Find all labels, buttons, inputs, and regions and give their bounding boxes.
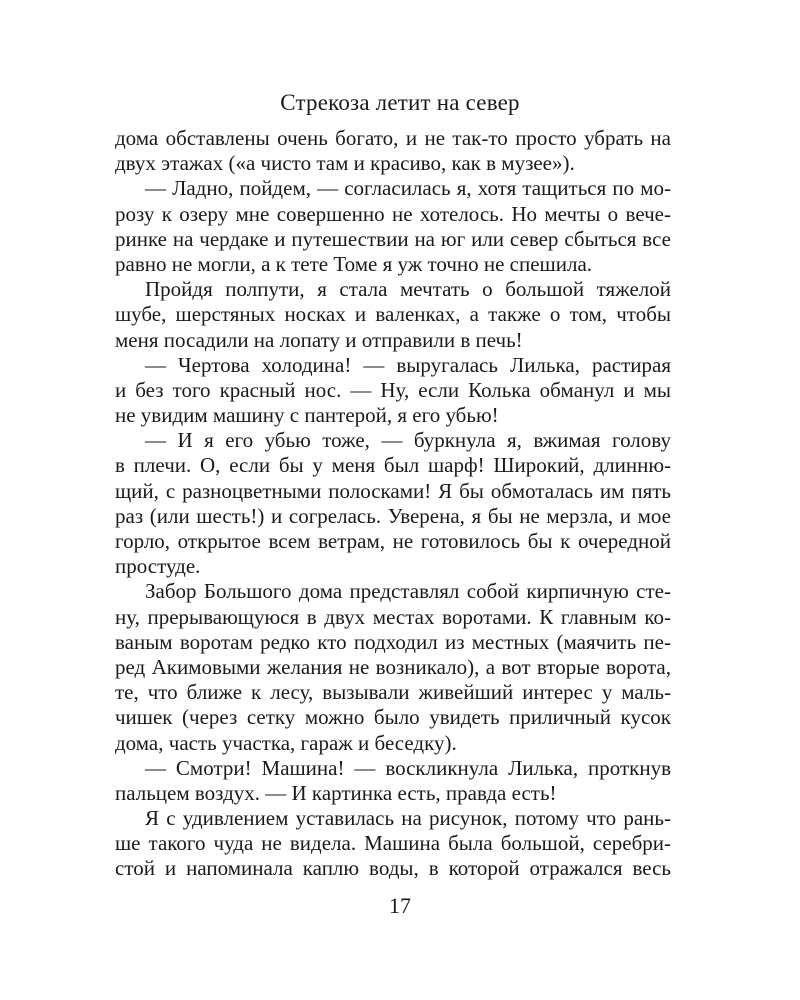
text-line: стой и напоминала каплю воды, в которой отражался весь (115, 856, 671, 881)
text-line: — И я его убью тоже, — буркнула я, вжимая голову (145, 428, 671, 453)
text-line: — Ладно, пойдем, — согласилась я, хотя тащиться по мо- (145, 176, 671, 201)
text-line: в плечи. О, если бы у меня был шарф! Широкий, длинню- (115, 453, 671, 478)
text-line: ваным воротам редко кто подходил из местных (маячить пе- (115, 629, 671, 654)
text-line: не увидим машину с пантерой, я его убью! (115, 403, 499, 428)
text-line: — Смотри! Машина! — воскликнула Лилька, проткнув (145, 755, 671, 780)
text-line: двух этажах («а чисто там и красиво, как в музее»). (115, 151, 575, 176)
text-line: Пройдя полпути, я стала мечтать о большой тяжелой (145, 277, 671, 302)
running-head: Стрекоза летит на север (280, 90, 520, 115)
text-line: чишек (через сетку можно было увидеть приличный кусок (115, 705, 671, 730)
text-line: — Чертова холодина! — выругалась Лилька, растирая (145, 352, 671, 377)
text-line: равно не могли, а к тете Томе я уж точно не спешила. (115, 251, 593, 276)
text-line: меня посадили на лопату и отправили в печь! (115, 327, 523, 352)
page-number: 17 (389, 893, 411, 918)
text-line: и без того красный нос. — Ну, если Колька обманул и мы (115, 377, 671, 402)
body-text (115, 126, 671, 882)
text-line: ну, прерывающуюся в двух местах воротами. К главным ко- (115, 604, 671, 629)
text-line: дома обставлены очень богато, и не так-то просто убрать на (115, 126, 671, 150)
text-line: щий, с разноцветными полосками! Я бы обмоталась им пять (115, 478, 671, 503)
text-line: раз (или шесть!) и согрелась. Уверена, я бы не мерзла, и мое (115, 503, 671, 528)
text-line: горло, открытое всем ветрам, не готовилось бы к очередной (115, 529, 671, 553)
text-line: розу к озеру мне совершенно не хотелось. Но мечты о вече- (115, 201, 671, 226)
text-line: Я с удивлением уставилась на рисунок, потому что рань- (145, 806, 671, 831)
text-line: ред Акимовыми желания не возникало), а вот вторые ворота, (115, 654, 671, 679)
text-line: ринке на чердаке и путешествии на юг или север сбыться все (115, 226, 671, 251)
text-line: шубе, шерстяных носках и валенках, а также о том, чтобы (115, 302, 671, 327)
text-line: пальцем воздух. — И картинка есть, правда есть! (115, 780, 557, 805)
text-line: дома, часть участка, гараж и беседку). (115, 730, 457, 755)
text-line: Забор Большого дома представлял собой кирпичную сте- (145, 579, 671, 604)
text-line: простуде. (115, 554, 201, 579)
text-line: ше такого чуда не видела. Машина была большой, серебри- (115, 831, 671, 856)
text-line: те, что ближе к лесу, вызывали живейший интерес у маль- (115, 680, 671, 705)
